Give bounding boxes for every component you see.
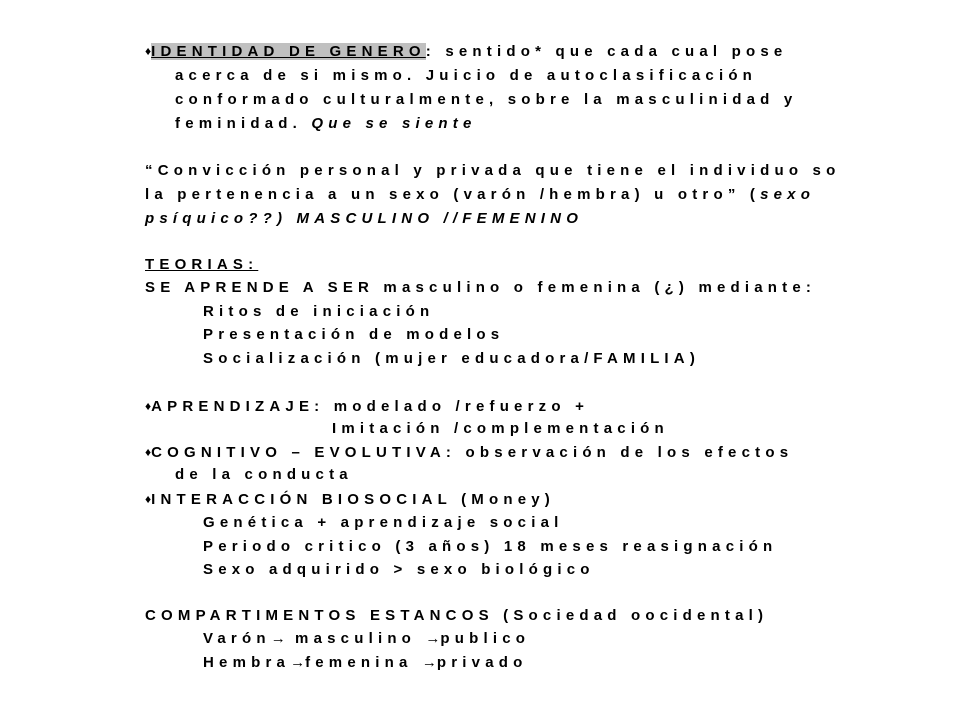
aprendizaje-line-1 (145, 397, 589, 416)
identidad-line-1-text: sentido* que cada cual pose (435, 43, 788, 60)
cognitivo-label: COGNITIVO – EVOLUTIVA: (151, 444, 457, 461)
identidad-line-4 (175, 115, 477, 133)
identidad-line-4-text: feminidad. (175, 115, 312, 132)
interaccion-item: Periodo critico (3 años) 18 meses reasignación (203, 538, 778, 555)
quote-line-1: “Convicción personal y privada que tiene el individuo so (145, 162, 841, 179)
teorias-item: Presentación de modelos (203, 326, 505, 343)
compartimentos-item-b: femenina (305, 654, 422, 671)
compartimentos-heading: COMPARTIMENTOS ESTANCOS (Sociedad oocidental) (145, 607, 769, 624)
teorias-heading: TEORIAS: (145, 256, 259, 273)
compartimentos-item (203, 654, 527, 672)
quote-line-2-italic: sexo (760, 186, 816, 203)
diamond-bullet-icon: ♦ (145, 492, 152, 506)
quote-line-2-text: la pertenencia a un sexo (varón /hembra) u otro” ( (145, 186, 761, 203)
compartimentos-item-c: privado (436, 654, 528, 671)
compartimentos-item-b: masculino (285, 630, 426, 647)
identidad-line-3: conformado culturalmente, sobre la masculinidad y (175, 91, 798, 108)
teorias-line: SE APRENDE A SER masculino o femenina (¿) mediante: (145, 279, 817, 296)
aprendizaje-line-2: Imitación /complementación (332, 420, 669, 437)
diamond-bullet-icon: ♦ (145, 399, 152, 413)
teorias-item: Ritos de iniciación (203, 303, 435, 320)
interaccion-text: (Money) (451, 491, 555, 508)
identidad-heading: IDENTIDAD DE GENERO (151, 43, 426, 60)
cognitivo-text: observación de los efectos (456, 444, 794, 461)
quote-line-2 (145, 186, 815, 204)
cognitivo-line-1 (145, 443, 793, 462)
aprendizaje-text: modelado /refuerzo + (324, 398, 590, 415)
arrow-right-icon: → (290, 654, 306, 671)
interaccion-item: Sexo adquirido > sexo biológico (203, 561, 595, 578)
diamond-bullet-icon: ♦ (145, 44, 152, 58)
aprendizaje-label: APRENDIZAJE: (151, 398, 325, 415)
compartimentos-item (203, 630, 530, 648)
compartimentos-item-a: Hembra (203, 654, 291, 671)
cognitivo-line-2: de la conducta (175, 466, 353, 483)
identidad-line-4-italic: Que se siente (311, 115, 477, 132)
identidad-colon: : (425, 43, 436, 60)
teorias-item: Socialización (mujer educadora/FAMILIA) (203, 350, 701, 367)
identidad-line-1 (145, 42, 787, 61)
diamond-bullet-icon: ♦ (145, 445, 152, 459)
interaccion-item: Genética + aprendizaje social (203, 514, 564, 531)
compartimentos-item-a: Varón (203, 630, 271, 647)
quote-line-3: psíquico??) MASCULINO //FEMENINO (145, 210, 584, 227)
interaccion-line-1 (145, 490, 555, 509)
arrow-right-icon: → (425, 630, 441, 647)
identidad-line-2: acerca de si mismo. Juicio de autoclasificación (175, 67, 758, 84)
arrow-right-icon: → (421, 654, 437, 671)
interaccion-label: INTERACCIÓN BIOSOCIAL (151, 491, 452, 508)
compartimentos-item-c: publico (440, 630, 531, 647)
arrow-right-icon: → (270, 630, 286, 647)
